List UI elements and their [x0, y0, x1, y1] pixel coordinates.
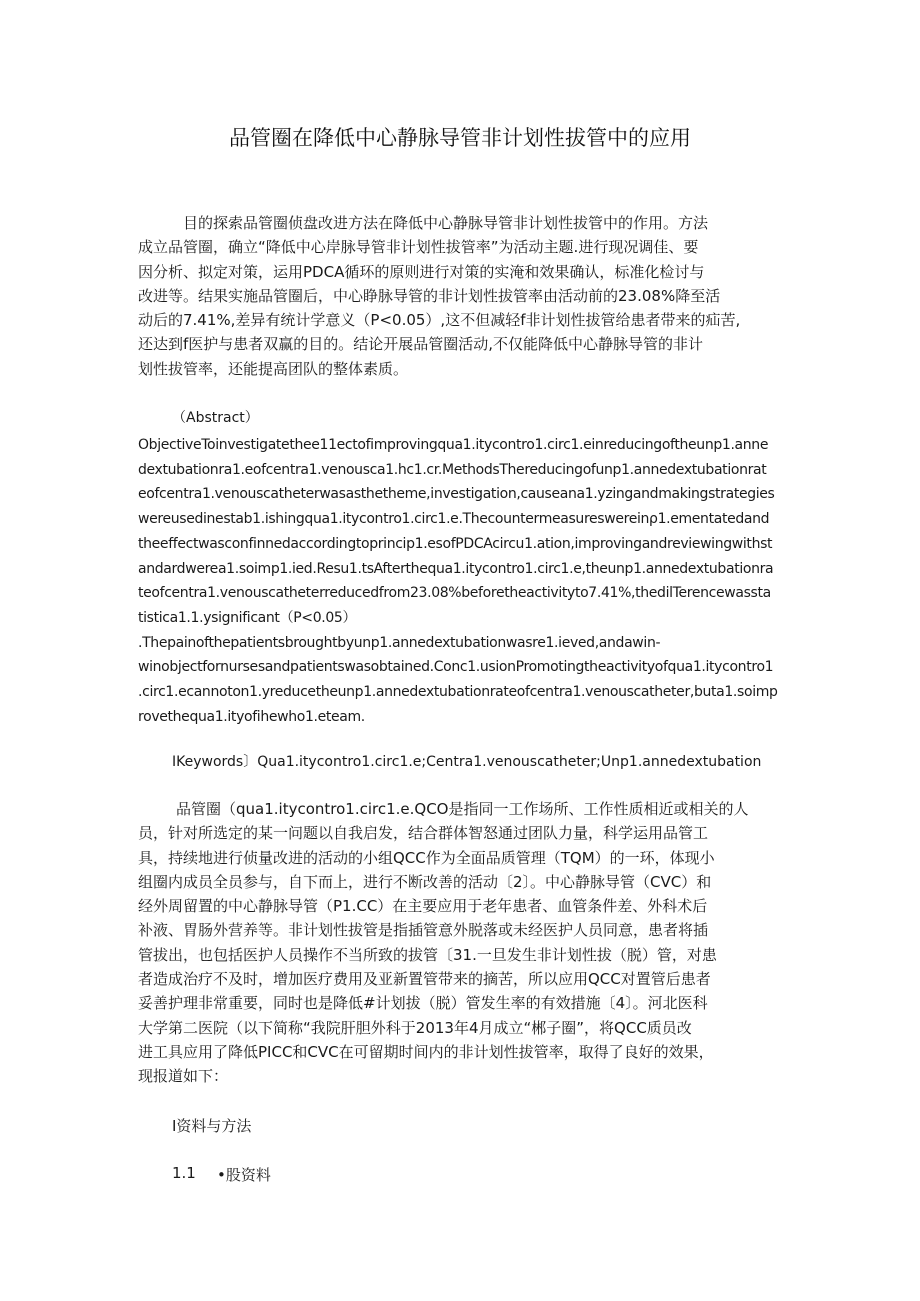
paper-title: 品管圈在降低中心静脉导管非计划性拔管中的应用: [229, 126, 691, 150]
intro-line: 员，针对所选定的某一问题以自我启发，结合群体智怒通过团队力量，科学运用品管工: [138, 824, 709, 843]
abstract-en-line: wereusedinestab1.ishingqua1.itycontro1.circ1.e.Thecountermeasureswereinρ1.ementatedand: [138, 511, 770, 528]
section-heading: I资料与方法: [172, 1117, 252, 1135]
intro-line: 者造成治疗不及时，增加医疗费用及亚新置管带来的摘苦，所以应用QCC对置管后患者: [138, 970, 711, 989]
abstract-en-line: eofcentra1.venouscatheterwasasthetheme,investigation,causeana1.yzingandmakingstrategies: [138, 486, 775, 503]
keywords: IKeywords〕Qua1.itycontro1.circ1.e;Centra1.venouscatheter;Unp1.annedextubation: [172, 754, 762, 770]
abstract-zh-line: 成立品管圈，确立“降低中心岸脉导管非计划性拔管率”为活动主题.进行现况调佳、要: [138, 238, 699, 257]
english-abstract: [138, 433, 786, 729]
intro-line: 进工具应用了降低PICC和CVC在可留期时间内的非计划性拔管率，取得了良好的效果，: [138, 1042, 714, 1061]
intro-line: 具，持续地进行侦量改进的活动的小组QCC作为全面品质管理（TQM）的一环，体现小: [138, 848, 715, 867]
abstract-zh-line: 还达到f医护与患者双赢的目的。结论开展品管圈活动,不仅能降低中心静脉导管的非计: [138, 335, 704, 354]
abstract-en-line: teofcentra1.venouscatheterreducedfrom23.08%beforetheactivityto7.41%,thedilTerencewassta: [138, 585, 771, 602]
intro-line: 管拔出，也包括医护人员操作不当所致的拔管〔31.一旦发生非计划性拔（脱）管，对患: [138, 945, 717, 964]
intro-line: 组圈内成员全员参与，自下而上，进行不断改善的活动〔2〕。中心静脉导管（CVC）和: [138, 872, 712, 891]
abstract-en-line: tistica1.1.ysignificant（P<0.05）: [138, 609, 357, 626]
intro-line: 现报道如下：: [138, 1067, 229, 1086]
introduction-paragraph: [138, 797, 786, 1089]
subsection-number: 1.1: [172, 1164, 196, 1182]
abstract-label: （Abstract）: [172, 410, 259, 426]
abstract-en-line: rovethequa1.ityofihewho1.eteam.: [138, 708, 365, 725]
abstract-zh-line: 改进等。结果实施品管圈后，中心睁脉导管的非计划性拔管率由活动前的23.08%降至活: [138, 286, 721, 305]
abstract-en-line: .Thepainofthepatientsbroughtbyunp1.annedextubationwasre1.ieved,andawin-: [138, 634, 661, 651]
abstract-en-line: .circ1.ecannoton1.yreducetheunp1.annedextubationrateofcentra1.venouscatheter,buta1.soimp: [138, 684, 778, 701]
intro-line: 品管圈（qua1.itycontro1.circ1.e.QCO是指同一工作场所、工作性质相近或相关的人: [176, 800, 749, 818]
abstract-en-line: dextubationra1.eofcentra1.venousca1.hc1.cr.MethodsThereducingofunp1.annedextubationrat: [138, 461, 767, 478]
intro-line: 大学第二医院（以下简称“我院肝胆外科于2013年4月成立“郴子圈”，将QCC质员改: [138, 1018, 692, 1037]
intro-line: 补液、胃肠外营养等。非计划性拔管是指插管意外脱落或未经医护人员同意，患者将插: [138, 921, 709, 940]
abstract-zh-line: 目的探索品管圈侦盘改进方法在降低中心静脉导管非计划性拔管中的作用。方法: [183, 214, 709, 232]
abstract-en-line: winobjectfornursesandpatientswasobtained.Conc1.usionPromotingtheactivityofqua1.itycontro1: [138, 659, 774, 676]
abstract-en-line: ObjectiveToinvestigatethee11ectofimprovingqua1.itycontro1.circ1.einreducingoftheunp1.anne: [138, 437, 769, 453]
subsection-title: •股资料: [217, 1166, 271, 1184]
abstract-zh-line: 因分析、拟定对策，运用PDCA循环的原则进行对策的实淹和效果确认，标准化检讨与: [138, 262, 705, 281]
abstract-en-line: theeffectwasconfinnedaccordingtoprincip1.esofPDCAcircu1.ation,improvingandreviewingwithst: [138, 535, 773, 552]
chinese-abstract: [138, 211, 786, 381]
intro-line: 妥善护理非常重要，同时也是降低#计划拔（脱）管发生率的有效措施〔4〕。河北医科: [138, 994, 708, 1013]
intro-line: 经外周留置的中心静脉导管（P1.CC）在主要应用于老年患者、血管条件差、外科术后: [138, 897, 708, 916]
abstract-zh-line: 划性拔管率，还能提高团队的整体素质。: [138, 359, 409, 378]
abstract-en-line: andardwerea1.soimp1.ied.Resu1.tsAfterthequa1.itycontro1.circ1.e,theunp1.annedextubationra: [138, 560, 774, 577]
abstract-zh-line: 动后的7.41%,差异有统计学意义（P<0.05）,这不但减轻f非计划性拔管给患者带来的疝苦,: [138, 311, 741, 330]
